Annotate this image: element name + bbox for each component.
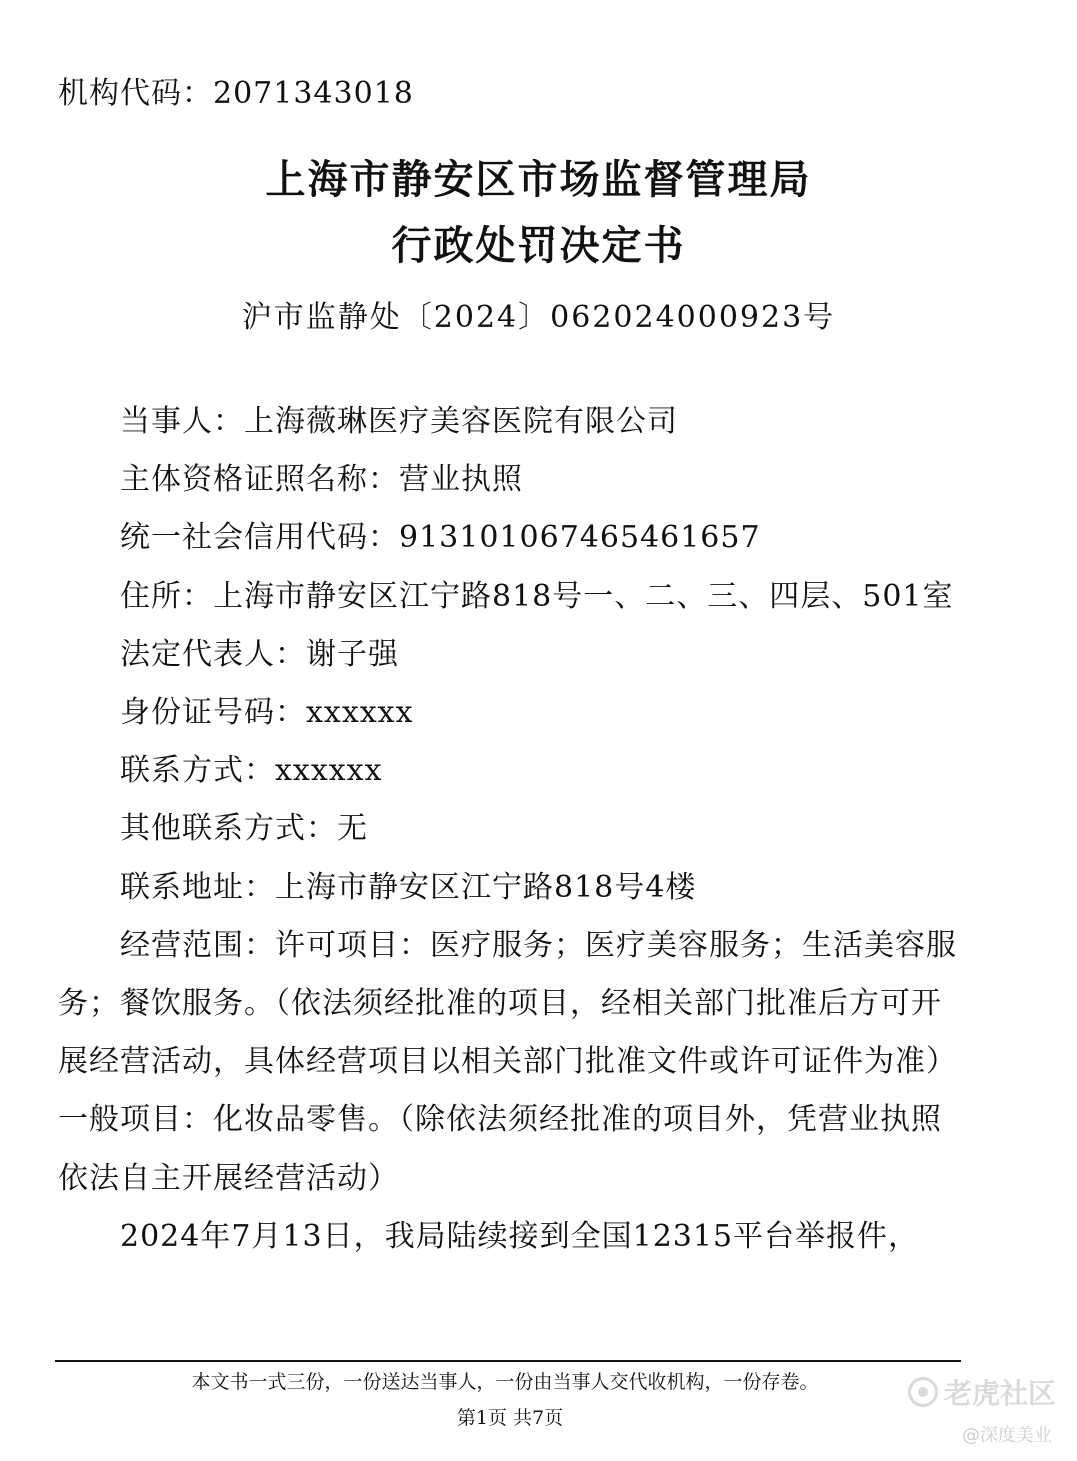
tiger-community-logo-icon	[908, 1377, 938, 1407]
other-contact-method: 其他联系方式：无	[120, 811, 368, 847]
watermark-account: @深度美业	[962, 1425, 1052, 1446]
document-body	[58, 393, 970, 1266]
page-number: 第1页 共7页	[456, 1407, 564, 1429]
registered-address: 住所：上海市静安区江宁路818号一、二、三、四层、501室	[120, 578, 954, 614]
license-type: 主体资格证照名称：营业执照	[120, 462, 523, 498]
legal-representative: 法定代表人：谢子强	[120, 636, 399, 672]
document-title-line-2: 行政处罚决定书	[391, 222, 686, 269]
case-paragraph: 2024年7月13日，我局陆续接到全国12315平台举报件，	[120, 1218, 920, 1254]
business-scope: 经营范围：许可项目：医疗服务；医疗美容服务；生活美容服务；餐饮服务。（依法须经批准的项目，经相关部门批准后方可开展经营活动，具体经营项目以相关部门批准文件或许可证件为准） 一般项目：化妆品零售。（除依法须经批准的项目外，凭营业执照依法自主开展经营活动）	[58, 927, 957, 1196]
org-code: 机构代码：2071343018	[58, 76, 414, 111]
contact-address: 联系地址：上海市静安区江宁路818号4楼	[120, 869, 697, 905]
watermark-text: 老虎社区	[944, 1377, 1057, 1410]
contact-method: 联系方式：xxxxxx	[120, 753, 383, 789]
watermark	[908, 1372, 1056, 1412]
document-number: 沪市监静处〔2024〕062024000923号	[241, 300, 836, 335]
credit-code: 统一社会信用代码：91310106746546165​7	[120, 520, 761, 556]
document-title-line-1: 上海市静安区市场监督管理局	[265, 156, 812, 203]
party-name: 当事人：上海薇琳医疗美容医院有限公司	[120, 404, 678, 439]
footer-note: 本文书一式三份，一份送达当事人，一份由当事人交代收机构，一份存卷。	[191, 1371, 819, 1393]
id-number: 身份证号码：xxxxxx	[120, 695, 414, 731]
footer-divider	[55, 1360, 961, 1362]
